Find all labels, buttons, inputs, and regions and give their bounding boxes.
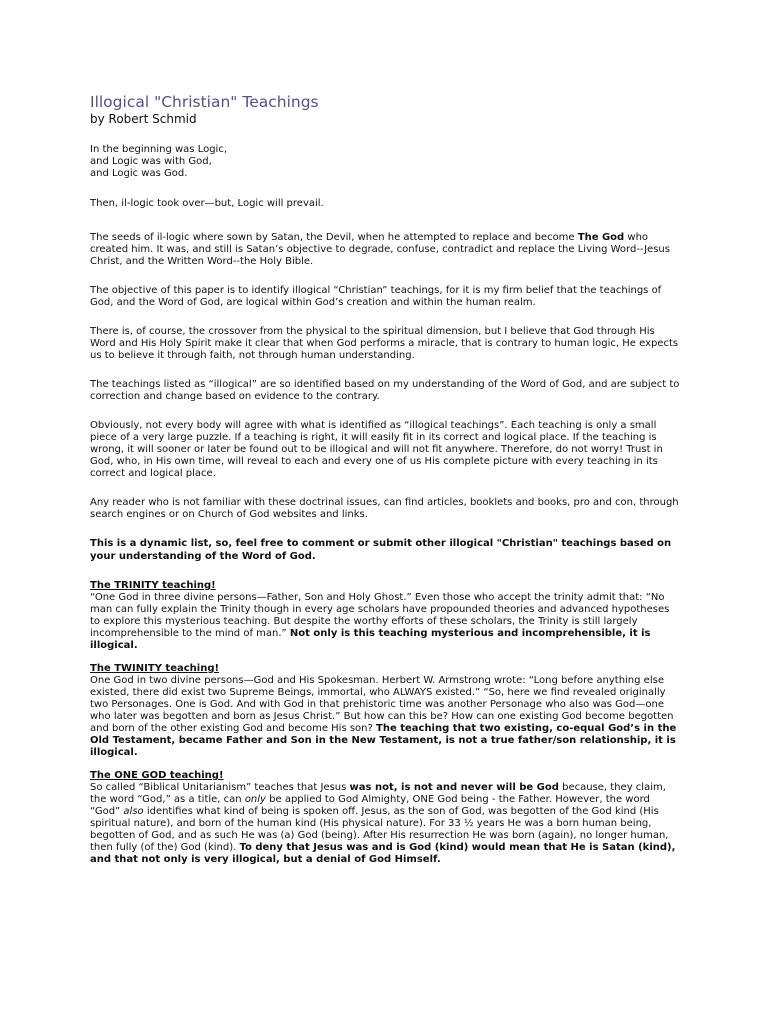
section-text: So called “Biblical Unitarianism” teaches that Jesus	[90, 782, 350, 793]
intro-line: and Logic was with God,	[90, 156, 212, 167]
paragraph-teachings-listed: The teachings listed as “illogical” are so identified based on my understanding of the Word of God, and are subject to correction and change based on evidence to the contrary.	[90, 379, 680, 402]
dynamic-list-notice: This is a dynamic list, so, feel free to comment or submit other illogical "Christian" teachings based on your understanding of the Word of God.	[90, 538, 672, 562]
section-text: identifies what kind of being is spoken off. Jesus, as the son of God, was begotten of the God kind (His spiritual nature), and born of the human kind (His physical nature). For 33 ½ years He was a born human being, begotten of God, and as such He was (a) God (being). After His resurrection He was born (again), no longer human, then fully (of the) God (kind).	[90, 806, 669, 853]
section-heading-trinity: The TRINITY teaching!	[90, 580, 216, 591]
paragraph-obviously: Obviously, not every body will agree with what is identified as “illogical teachings”. Each teaching is only a small piece of a very large puzzle. If a teaching is right, it will easily fit in its correct and logical place. If the teaching is wrong, it will sooner or later be found out to be illogical and will not fit anywhere. Therefore, do not worry! Trust in God, who, in His own time, will reveal to each and every one of us His complete picture with every teaching in its correct and logical place.	[90, 420, 663, 479]
paragraph-any-reader: Any reader who is not familiar with these doctrinal issues, can find articles, booklets and books, pro and con, through search engines or on Church of God websites and links.	[90, 497, 679, 520]
section-text: One God in two divine persons—God and His Spokesman. Herbert W. Armstrong wrote: “Long before anything else existed, there did exist two Supreme Beings, immortal, who ALWAYS existed.” “So, here we find revealed originally two Personages. One is God. And with God in that prehistoric time was another Personage who also was God—one who later was begotten and born as Jesus Christ.” But how can this be? How can one existing God become begotten and born of the other existing God and become His son?	[90, 675, 674, 734]
paragraph-objective: The objective of this paper is to identify illogical “Christian” teachings, for it is my firm belief that the teachings of God, and the Word of God, are logical within God’s creation and within the human realm.	[90, 285, 662, 308]
paragraph-illogic-took-over: Then, il-logic took over—but, Logic will prevail.	[90, 198, 324, 209]
section-heading-one-god: The ONE GOD teaching!	[90, 770, 224, 781]
section-italic: also	[123, 806, 144, 817]
intro-verse	[90, 144, 680, 180]
document-author: by Robert Schmid	[90, 112, 197, 126]
section-conclusion: Not only is this teaching mysterious and incomprehensible, it is illogical.	[90, 628, 651, 651]
section-italic: only	[244, 794, 266, 805]
paragraph-seeds-of-illogic	[90, 232, 680, 268]
section-conclusion: The teaching that two existing, co-equal God’s in the Old Testament, became Father and Son in the New Testament, is not a true father/son relationship, it is illogical.	[90, 723, 677, 758]
section-bold: was not, is not and never will be God	[349, 782, 559, 793]
intro-line: and Logic was God.	[90, 168, 188, 179]
seeds-bold: The God	[577, 232, 625, 243]
document-title: Illogical "Christian" Teachings	[90, 93, 319, 111]
document-page	[90, 93, 680, 877]
section-text: because, they claim, the word “God,” as a title, can	[90, 782, 666, 805]
section-twinity	[90, 663, 680, 759]
section-text: be applied to God Almighty, ONE God being - the Father. However, the word “God”	[90, 794, 650, 817]
section-heading-twinity: The TWINITY teaching!	[90, 663, 220, 674]
section-text: “One God in three divine persons—Father, Son and Holy Ghost.” Even those who accept the trinity admit that: “No man can fully explain the Trinity though in every age scholars have propounded theories and advanced hypotheses to explore this mysterious teaching. But despite the worthy efforts of these scholars, the Trinity is still largely incomprehensible to the mind of man.”	[90, 592, 670, 639]
seeds-text-2: who created him. It was, and still is Satan’s objective to degrade, confuse, contradict and replace the Living Word--Jesus Christ, and the Written Word--the Holy Bible.	[90, 232, 670, 267]
seeds-text-1: The seeds of il-logic where sown by Satan, the Devil, when he attempted to replace and become	[90, 232, 578, 243]
section-one-god	[90, 770, 680, 866]
section-conclusion: To deny that Jesus was and is God (kind) would mean that He is Satan (kind), and that not only is very illogical, but a denial of God Himself.	[90, 842, 676, 865]
paragraph-crossover: There is, of course, the crossover from the physical to the spiritual dimension, but I believe that God through His Word and His Holy Spirit make it clear that when God performs a miracle, that is contrary to human logic, He expects us to believe it through faith, not through human understanding.	[90, 326, 679, 361]
intro-line: In the beginning was Logic,	[90, 144, 228, 155]
section-trinity	[90, 580, 680, 652]
